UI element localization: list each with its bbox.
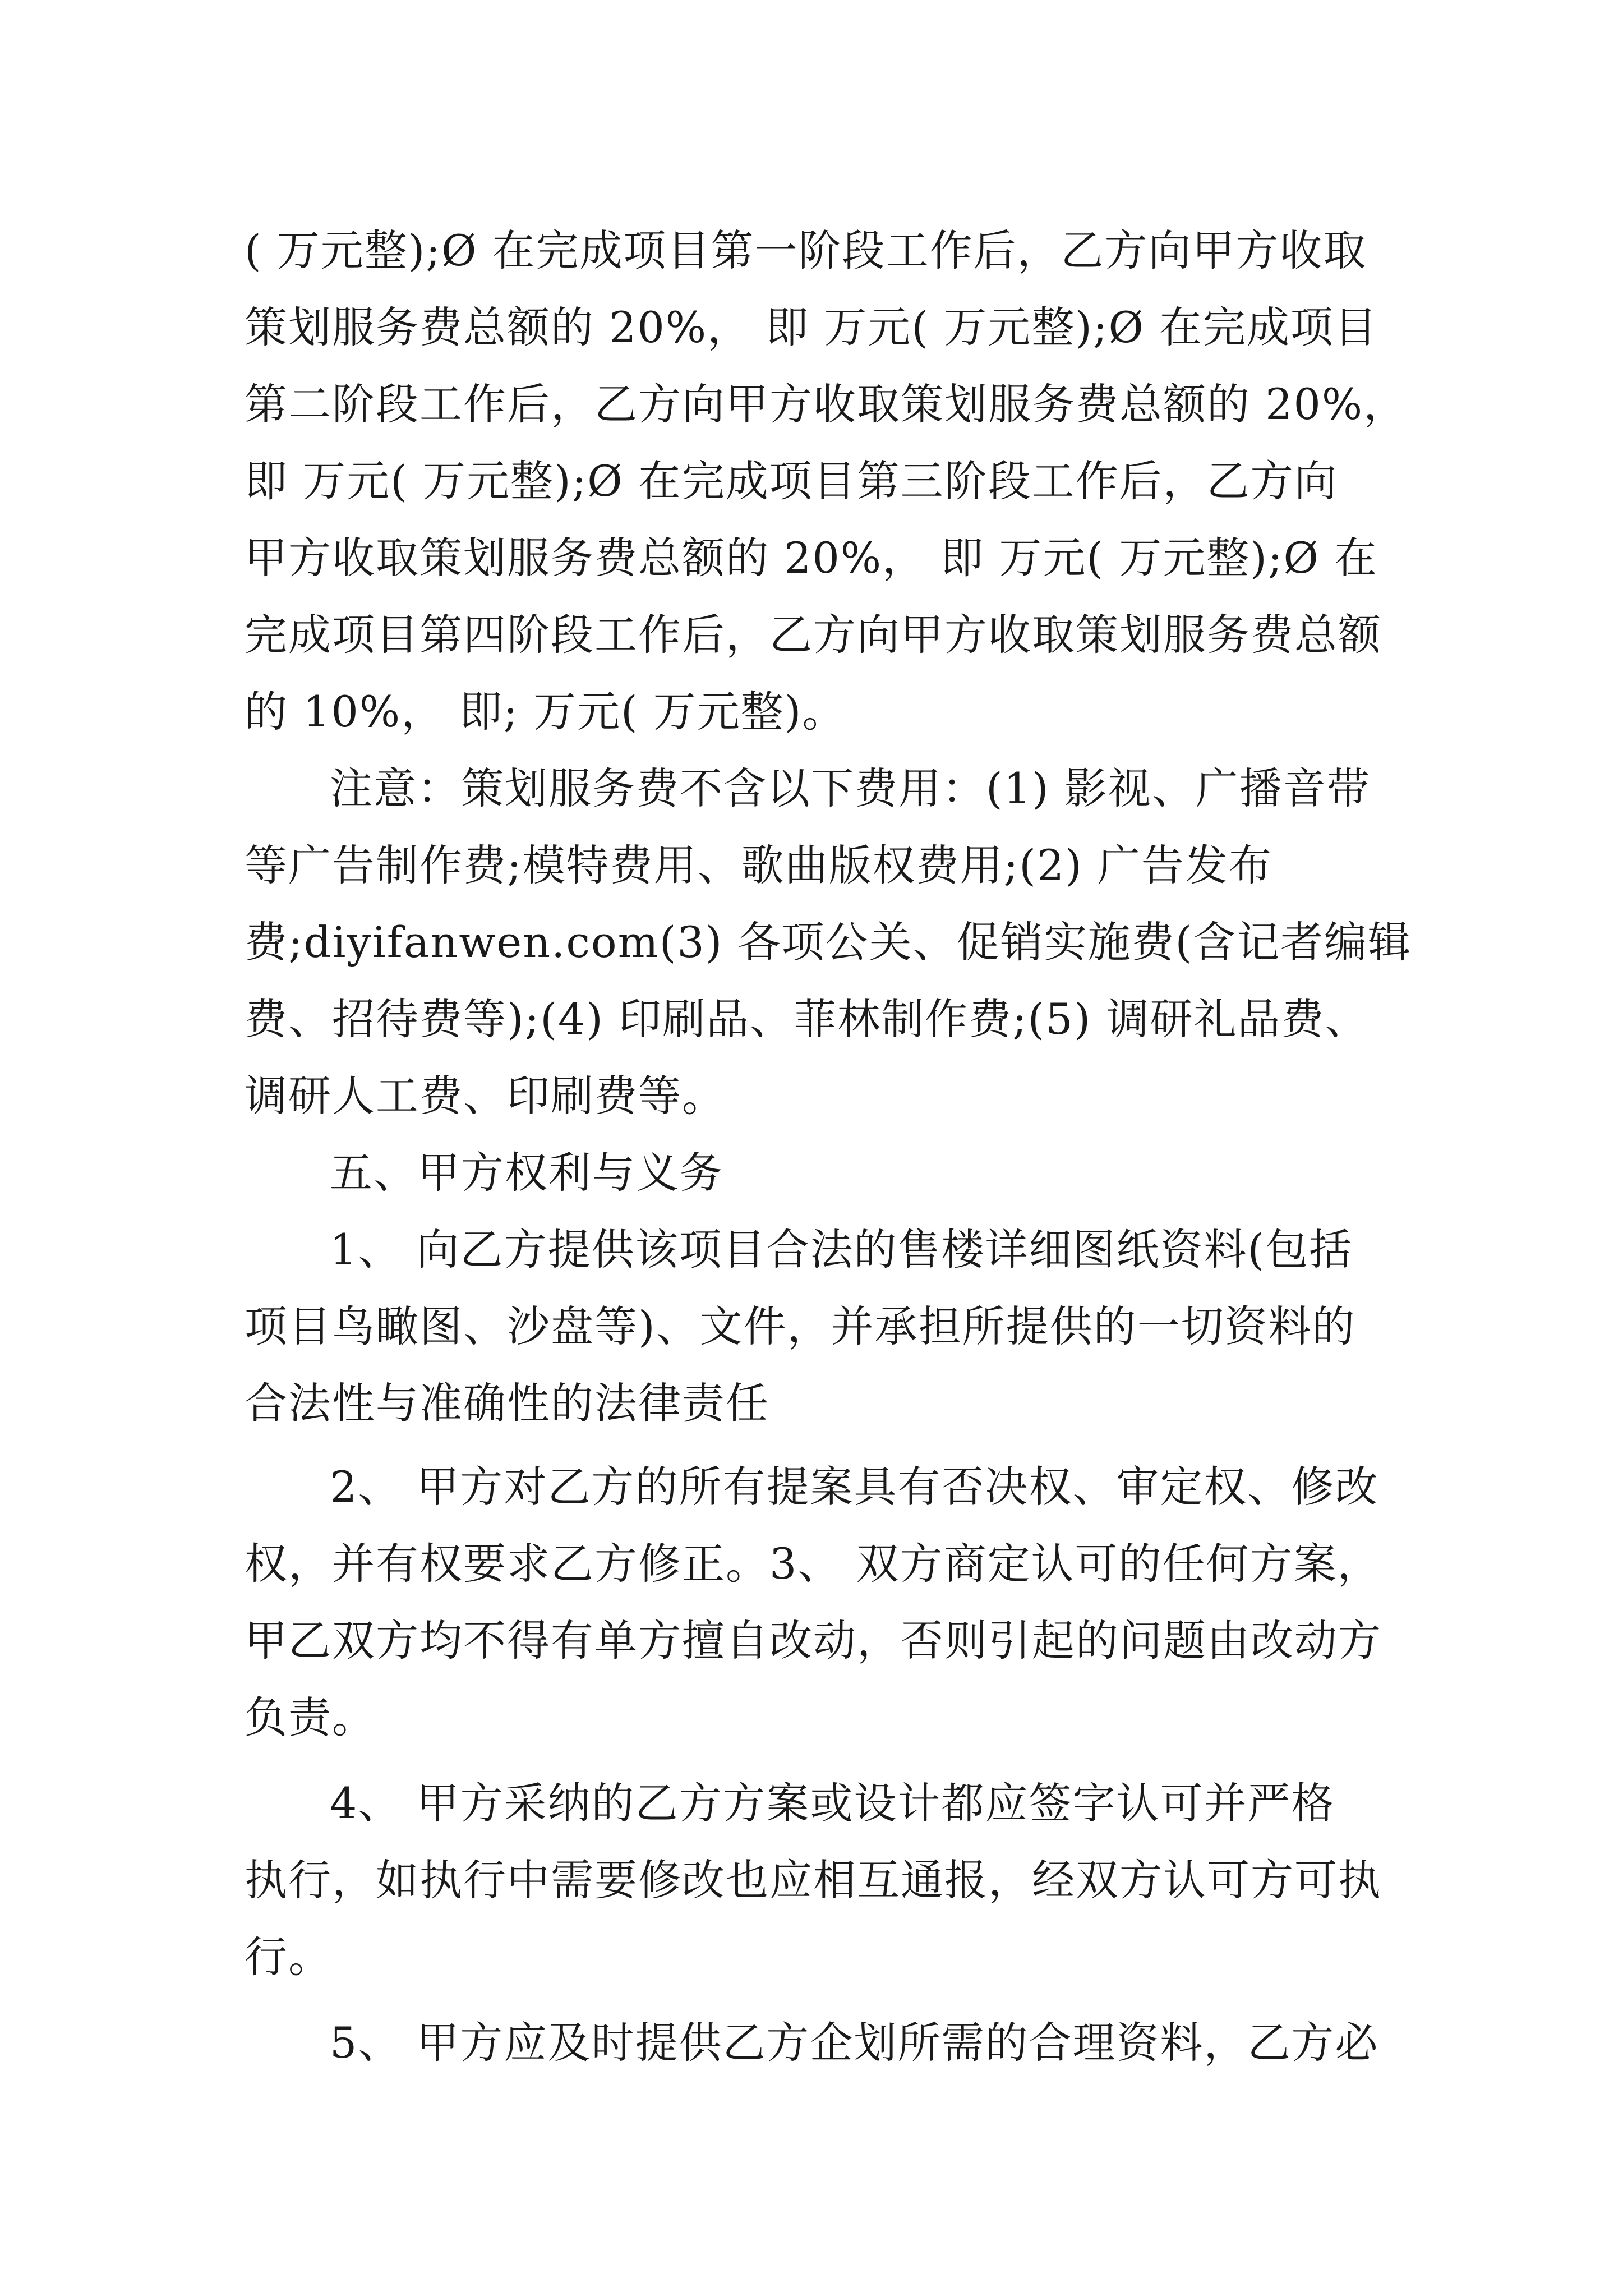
text-line: 注意：策划服务费不含以下费用：(1) 影视、广播音带 bbox=[330, 763, 1371, 813]
paragraph-note bbox=[245, 750, 1422, 1134]
text-line: ( 万元整);Ø 在完成项目第一阶段工作后，乙方向甲方收取 bbox=[245, 226, 1367, 275]
paragraph-item-5 bbox=[245, 2004, 1422, 2081]
text-line: 即 万元( 万元整);Ø 在完成项目第三阶段工作后，乙方向 bbox=[245, 456, 1338, 506]
text-line: 5、 甲方应及时提供乙方企划所需的合理资料，乙方必 bbox=[330, 2018, 1379, 2068]
document-body bbox=[245, 212, 1422, 2081]
text-line: 合法性与准确性的法律责任 bbox=[245, 1378, 769, 1428]
paragraph-fee-schedule bbox=[245, 212, 1422, 750]
text-line: 项目鸟瞰图、沙盘等)、文件，并承担所提供的一切资料的 bbox=[245, 1301, 1356, 1351]
text-line: 甲方收取策划服务费总额的 20%， 即 万元( 万元整);Ø 在 bbox=[245, 533, 1378, 583]
text-line: 策划服务费总额的 20%， 即 万元( 万元整);Ø 在完成项目 bbox=[245, 302, 1378, 352]
text-line: 行。 bbox=[245, 1932, 332, 1982]
text-line: 完成项目第四阶段工作后，乙方向甲方收取策划服务费总额 bbox=[245, 610, 1382, 660]
paragraph-item-2-3 bbox=[245, 1448, 1422, 1756]
text-line: 费;diyifanwen.com(3) 各项公关、促销实施费(含记者编辑 bbox=[245, 917, 1412, 967]
text-line: 调研人工费、印刷费等。 bbox=[245, 1071, 726, 1121]
text-line: 4、 甲方采纳的乙方方案或设计都应签字认可并严格 bbox=[330, 1778, 1335, 1828]
text-line: 负责。 bbox=[245, 1692, 376, 1742]
text-line: 五、甲方权利与义务 bbox=[330, 1148, 723, 1198]
text-line: 2、 甲方对乙方的所有提案具有否决权、审定权、修改 bbox=[330, 1462, 1379, 1512]
text-line: 1、 向乙方提供该项目合法的售楼详细图纸资料(包括 bbox=[330, 1225, 1353, 1274]
text-line: 执行，如执行中需要修改也应相互通报，经双方认可方可执 bbox=[245, 1855, 1382, 1905]
paragraph-item-4 bbox=[245, 1765, 1422, 1995]
text-line: 甲乙双方均不得有单方擅自改动，否则引起的问题由改动方 bbox=[245, 1616, 1382, 1665]
text-line: 权，并有权要求乙方修正。3、 双方商定认可的任何方案， bbox=[245, 1539, 1381, 1589]
text-line: 第二阶段工作后，乙方向甲方收取策划服务费总额的 20%， bbox=[245, 379, 1408, 429]
paragraph-item-1 bbox=[245, 1211, 1422, 1442]
text-line: 的 10%， 即; 万元( 万元整)。 bbox=[245, 687, 846, 737]
text-line: 等广告制作费;模特费用、歌曲版权费用;(2) 广告发布 bbox=[245, 840, 1273, 890]
section-heading-five bbox=[245, 1134, 1422, 1211]
text-line: 费、招待费等);(4) 印刷品、菲林制作费;(5) 调研礼品费、 bbox=[245, 994, 1369, 1044]
